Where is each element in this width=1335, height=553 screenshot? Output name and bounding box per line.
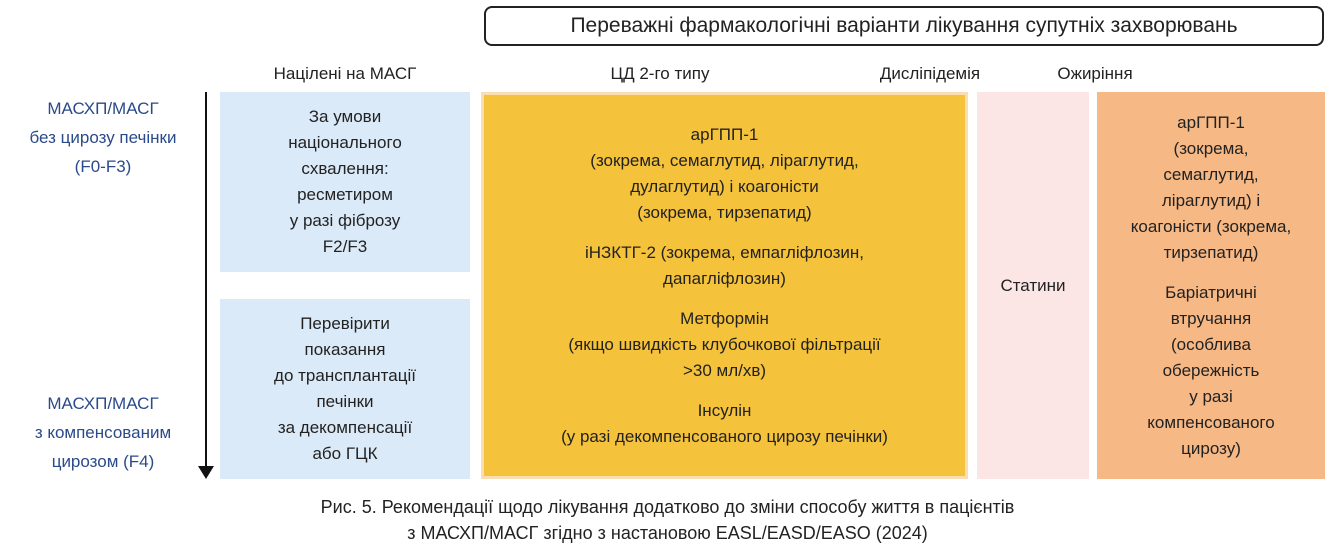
stage-label-non-cirrhotic	[8, 94, 198, 181]
box-line: (зокрема, семаглутид, ліраглутид,	[590, 150, 859, 170]
targeted-box-top	[220, 92, 470, 272]
box-line: Метформін	[680, 308, 769, 328]
box-line: арГПП-1	[1177, 112, 1245, 132]
box-line: схвалення:	[301, 159, 389, 178]
box-line: Баріатричні	[1165, 282, 1257, 302]
box-line: компенсованого	[1147, 412, 1275, 432]
box-line: арГПП-1	[690, 124, 759, 144]
stage-line: МАСХП/МАСГ	[47, 394, 159, 413]
caption-line: Рис. 5. Рекомендації щодо лікування додатково до зміни способу життя в пацієнтів	[320, 497, 1015, 517]
figure-caption	[0, 494, 1335, 546]
dyslipidemia-box	[977, 92, 1089, 479]
box-line: F2/F3	[322, 237, 368, 256]
box-line: дулаглутид) і коагоністи	[630, 176, 819, 196]
progression-arrow-line	[205, 92, 207, 467]
box-line: коагоністи (зокрема,	[1130, 216, 1292, 236]
progression-arrow-head	[198, 466, 214, 479]
box-line: дапагліфлозин)	[663, 268, 786, 288]
box-line: семаглутид,	[1163, 164, 1259, 184]
column-header-dyslipidemia: Дисліпідемія	[879, 64, 981, 83]
targeted-box-bottom	[220, 299, 470, 479]
box-line: (якщо швидкість клубочкової фільтрації	[568, 334, 881, 354]
box-line: за декомпенсації	[277, 418, 413, 437]
column-header-obesity: Ожиріння	[1057, 64, 1133, 83]
box-line: втручання	[1170, 308, 1252, 328]
t2dm-box	[481, 92, 968, 479]
stage-line: з компенсованим	[34, 423, 172, 442]
caption-line: з МАСХП/МАСГ згідно з настановою EASL/EASD/EASO (2024)	[407, 523, 928, 543]
box-line: ліраглутид) і	[1161, 190, 1261, 210]
box-line: Перевірити	[300, 314, 390, 333]
box-line: у разі фіброзу	[289, 211, 401, 230]
stage-line: цирозом (F4)	[51, 452, 155, 471]
box-line: печінки	[316, 392, 374, 411]
box-line: національного	[288, 133, 402, 152]
column-header-targeted: Націлені на МАСГ	[273, 64, 417, 83]
stage-line: (F0-F3)	[74, 157, 132, 176]
box-line: показання	[304, 340, 386, 359]
obesity-box	[1097, 92, 1325, 479]
box-line: Інсулін	[697, 400, 752, 420]
box-line: обережність	[1162, 360, 1260, 380]
stage-line: МАСХП/МАСГ	[47, 99, 159, 118]
box-line: ресметиром	[297, 185, 393, 204]
box-line: цирозу)	[1181, 438, 1241, 458]
box-line: (особлива	[1171, 334, 1251, 354]
box-line: (зокрема,	[1173, 138, 1249, 158]
header-banner	[484, 6, 1324, 46]
box-line: іНЗКТГ-2 (зокрема, емпагліфлозин,	[584, 242, 865, 262]
stage-label-cirrhotic	[8, 389, 198, 476]
box-line: або ГЦК	[312, 444, 378, 463]
box-line: (у разі декомпенсованого цирозу печінки)	[561, 426, 888, 446]
box-line: до трансплантації	[274, 366, 416, 385]
stage-line: без цирозу печінки	[29, 128, 177, 147]
box-line: За умови	[308, 107, 382, 126]
box-line: (зокрема, тирзепатид)	[637, 202, 812, 222]
column-header-t2dm: ЦД 2-го типу	[610, 64, 710, 83]
box-line: у разі	[1189, 386, 1233, 406]
header-title: Переважні фармакологічні варіанти лікування супутніх захворювань	[570, 14, 1238, 37]
box-line: Статини	[1000, 275, 1066, 295]
box-line: тирзепатид)	[1163, 242, 1259, 262]
box-line: >30 мл/хв)	[682, 360, 767, 380]
